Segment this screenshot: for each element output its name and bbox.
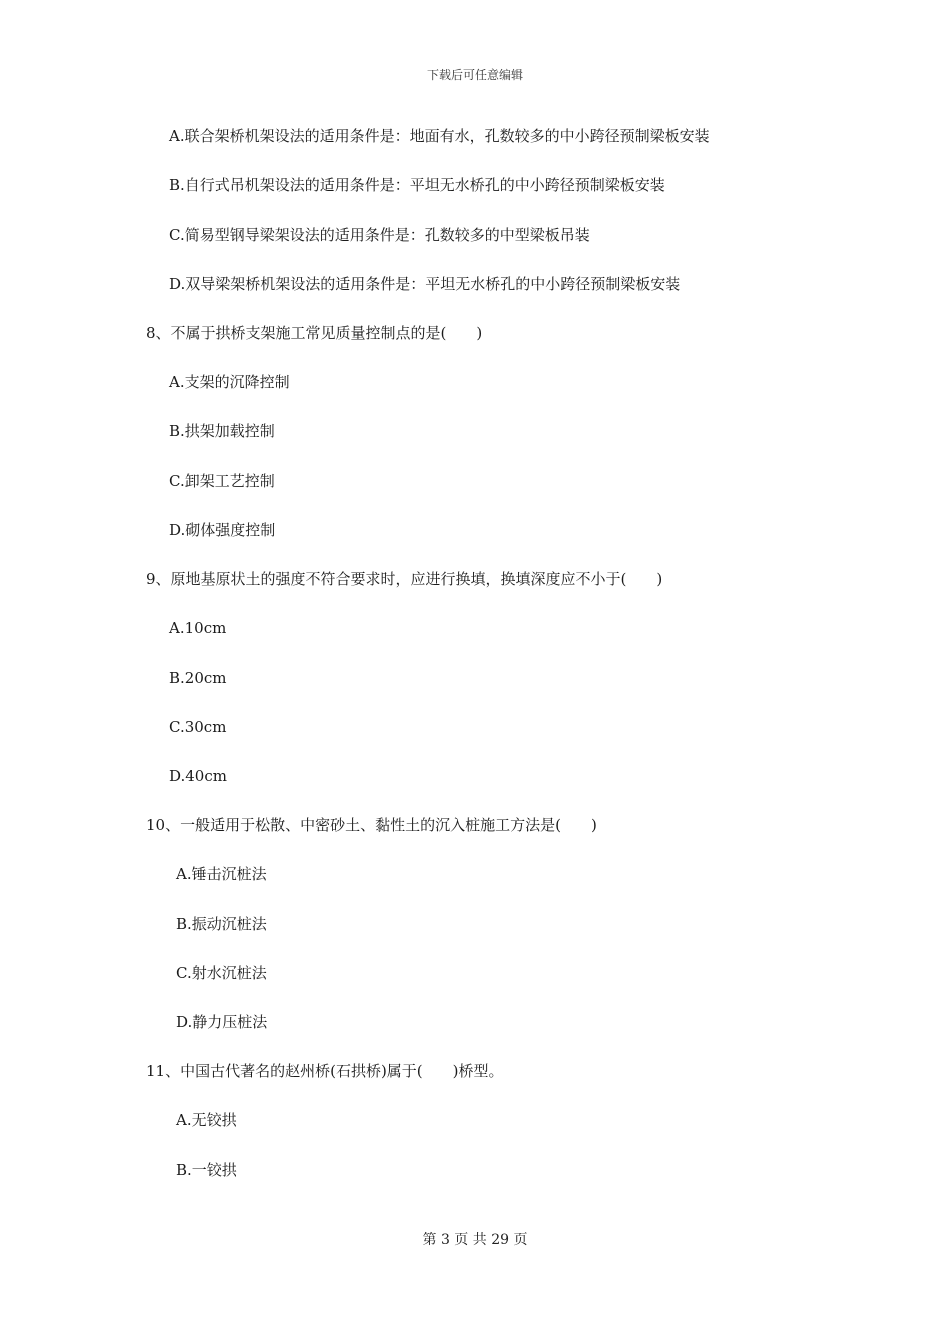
q8-stem: 8、不属于拱桥支架施工常见质量控制点的是( ) bbox=[146, 324, 483, 342]
q8-option-b: B.拱架加载控制 bbox=[169, 422, 275, 440]
q8-option-a: A.支架的沉降控制 bbox=[169, 373, 290, 391]
q10-stem: 10、一般适用于松散、中密砂土、黏性土的沉入桩施工方法是( ) bbox=[146, 816, 597, 834]
q9-stem: 9、原地基原状土的强度不符合要求时，应进行换填，换填深度应不小于( ) bbox=[146, 570, 663, 588]
q7-option-c: C.简易型钢导梁架设法的适用条件是：孔数较多的中型梁板吊装 bbox=[169, 226, 590, 244]
q7-option-b: B.自行式吊机架设法的适用条件是：平坦无水桥孔的中小跨径预制梁板安装 bbox=[169, 176, 665, 194]
q10-option-a: A.锤击沉桩法 bbox=[176, 865, 267, 883]
q8-option-c: C.卸架工艺控制 bbox=[169, 472, 275, 490]
q7-option-a: A.联合架桥机架设法的适用条件是：地面有水，孔数较多的中小跨径预制梁板安装 bbox=[169, 127, 710, 145]
page-header: 下载后可任意编辑 bbox=[426, 68, 523, 82]
q11-option-a: A.无铰拱 bbox=[176, 1111, 237, 1129]
q7-option-d: D.双导梁架桥机架设法的适用条件是：平坦无水桥孔的中小跨径预制梁板安装 bbox=[169, 275, 681, 293]
q10-option-c: C.射水沉桩法 bbox=[176, 964, 267, 982]
q9-option-a: A.10cm bbox=[169, 619, 227, 637]
q9-option-c: C.30cm bbox=[169, 718, 227, 736]
q11-option-b: B.一铰拱 bbox=[176, 1161, 237, 1179]
q9-option-b: B.20cm bbox=[169, 669, 227, 687]
q9-option-d: D.40cm bbox=[169, 767, 227, 785]
page-footer: 第 3 页 共 29 页 bbox=[422, 1232, 528, 1248]
q10-option-b: B.振动沉桩法 bbox=[176, 915, 267, 933]
q8-option-d: D.砌体强度控制 bbox=[169, 521, 276, 539]
q10-option-d: D.静力压桩法 bbox=[176, 1013, 268, 1031]
q11-stem: 11、中国古代著名的赵州桥(石拱桥)属于( )桥型。 bbox=[146, 1062, 504, 1080]
